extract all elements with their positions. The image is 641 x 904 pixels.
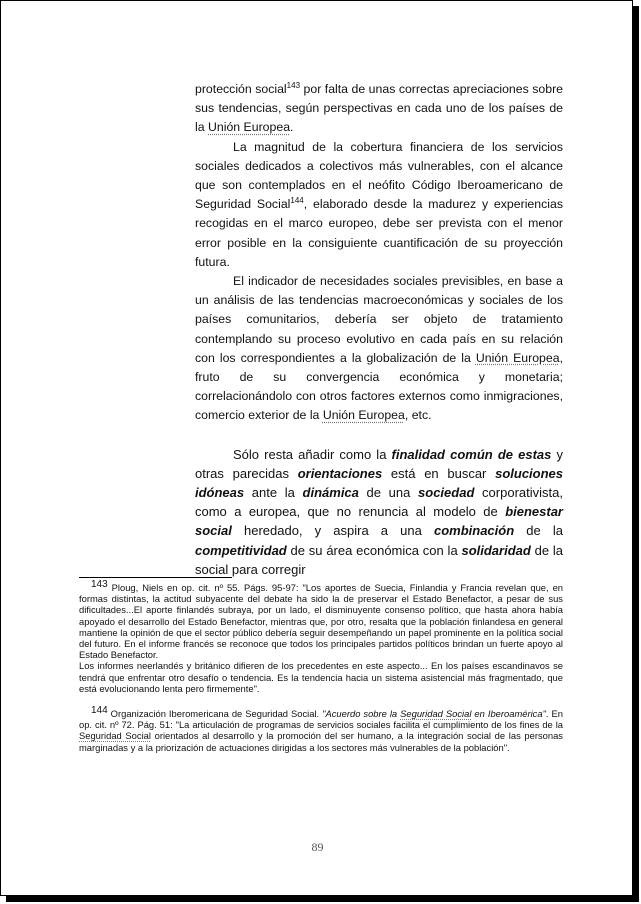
footnote-ref-144[interactable]: 144	[290, 196, 304, 206]
footnotes	[79, 578, 563, 753]
text-run: La magnitud de la cobertura financiera de los servicios sociales dedicados a colectivos más vulnerables, con el alcance que son contemplados en el neófito Código Iberoamericano de Seguridad Social	[195, 139, 563, 212]
paragraph-4	[195, 445, 563, 579]
page-shadow-bottom	[6, 896, 639, 902]
text-run: El indicador de necesidades sociales previsibles, en base a un análisis de las tendencias macroeconómicas y sociales de los países comunitarios, debería ser objeto de tratamiento contemplando su proceso evolutivo en cada país en su relación con los correspondientes a la globalización de la	[195, 274, 563, 365]
page-number: 89	[311, 840, 324, 854]
paragraph-spacer	[195, 426, 563, 445]
emphasis: combinación	[433, 523, 515, 539]
page-shadow-right	[633, 6, 639, 902]
footnote-143	[79, 578, 563, 661]
text-run: ante la	[244, 485, 303, 501]
footnote-text: Ploug, Niels en op. cit. nº 55. Págs. 95-97: "Los aportes de Suecia, Finlandia y Francia revelan que, en formas distintas, la actitud subyacente del debate ha sido la de preservar el Estado Benefactor, a pesar de sus dificultades...El aporte finlandés subraya, por un lado, el disminuyente consenso político, que hasta ahora había apoyado el desarrollo del Estado Benefactor, mientras que, por otro, resalta que la población finlandesa en general mantiene la opinión de que el sector público debería seguir desempeñando un papel prominente en la política social del futuro. En el informe francés se reconoce que todos los principales partidos políticos brindan un fuerte apoyo al Estado Benefactor.	[79, 582, 563, 661]
footnote-ref-143[interactable]: 143	[286, 80, 301, 90]
emphasis: dinámica	[302, 485, 359, 501]
footnote-143-continued	[79, 660, 563, 694]
footnote-text: Los informes neerlandés y británico difieren de los precedentes en este aspecto... En los países escandinavos se tendrá que enfrentar otro desafío o tendencia. Es la tendencia hacia un sistema asistencial más fragmentado, que está evolucionando lenta pero firmemente".	[79, 660, 563, 694]
footnote-text: . En op. cit. nº 72. Pág. 51: "La articulación de programas de servicios sociales facilita el cumplimiento de los fines de la	[79, 708, 563, 731]
cited-title-part: en Iberoamérica"	[471, 708, 546, 720]
text-run: corporativista, como a europea, que no renuncia al modelo de	[195, 485, 563, 520]
footnote-separator	[79, 577, 232, 578]
footnote-number: 144	[91, 704, 108, 716]
text-run: por falta de unas correctas apreciaciones sobre sus tendencias, según perspectivas en cada uno de los países de la	[195, 82, 564, 135]
text-run: protección social	[195, 82, 287, 96]
text-run: de su área económica con la	[286, 542, 462, 558]
term-union-europea: Unión Europea	[322, 408, 405, 423]
emphasis: competitividad	[195, 542, 287, 558]
footnote-number: 143	[91, 578, 108, 590]
cited-title-part: "Acuerdo sobre la	[322, 708, 401, 720]
paragraph-3	[195, 272, 563, 426]
emphasis: soluciones idóneas	[195, 465, 564, 501]
emphasis: orientaciones	[297, 465, 383, 481]
text-run: de una	[358, 485, 419, 501]
term-union-europea: Unión Europea	[208, 120, 291, 135]
term-seguridad-social: Seguridad Social	[79, 730, 151, 742]
text-run: , fruto de su convergencia económica y monetaria; correlacionándolo con otros factores externos como inmigraciones, comercio exterior de la	[195, 350, 563, 423]
footnote-text: Organización Iberomericana de Seguridad Social.	[107, 708, 323, 720]
term-union-europea: Unión Europea	[475, 350, 560, 365]
body-text	[195, 80, 563, 579]
paragraph-1	[195, 80, 563, 138]
text-run: está en buscar	[382, 465, 496, 481]
text-run: heredado, y aspira a una	[231, 523, 434, 539]
text-run: .	[290, 120, 294, 135]
text-run: y otras parecidas	[195, 446, 563, 481]
footnote-text: orientados al desarrollo y la promoción del ser humano, a la integración social de las personas marginadas y a la priorización de actuaciones dirigidas a los sectores más vulnerables de la población".	[79, 730, 563, 753]
text-run: Sólo resta añadir como la	[233, 446, 392, 462]
footnote-144	[79, 704, 563, 753]
emphasis: finalidad común de estas	[391, 446, 552, 462]
text-run: , etc.	[404, 408, 432, 423]
term-seguridad-social: Seguridad Social	[400, 708, 472, 720]
emphasis: solidaridad	[461, 542, 531, 558]
footnote-gap	[79, 694, 563, 708]
text-run: de la	[514, 523, 563, 539]
emphasis: bienestar social	[195, 504, 563, 539]
cited-title	[322, 708, 546, 719]
emphasis: sociedad	[418, 485, 475, 501]
text-run: , elaborado desde la madurez y experiencias recogidas en el marco europeo, debe ser prevista con el menor error posible en la consiguiente cuantificación de su proyección futura.	[195, 197, 563, 269]
paragraph-2	[195, 138, 563, 272]
text-run: de la social para corregir	[195, 542, 563, 577]
